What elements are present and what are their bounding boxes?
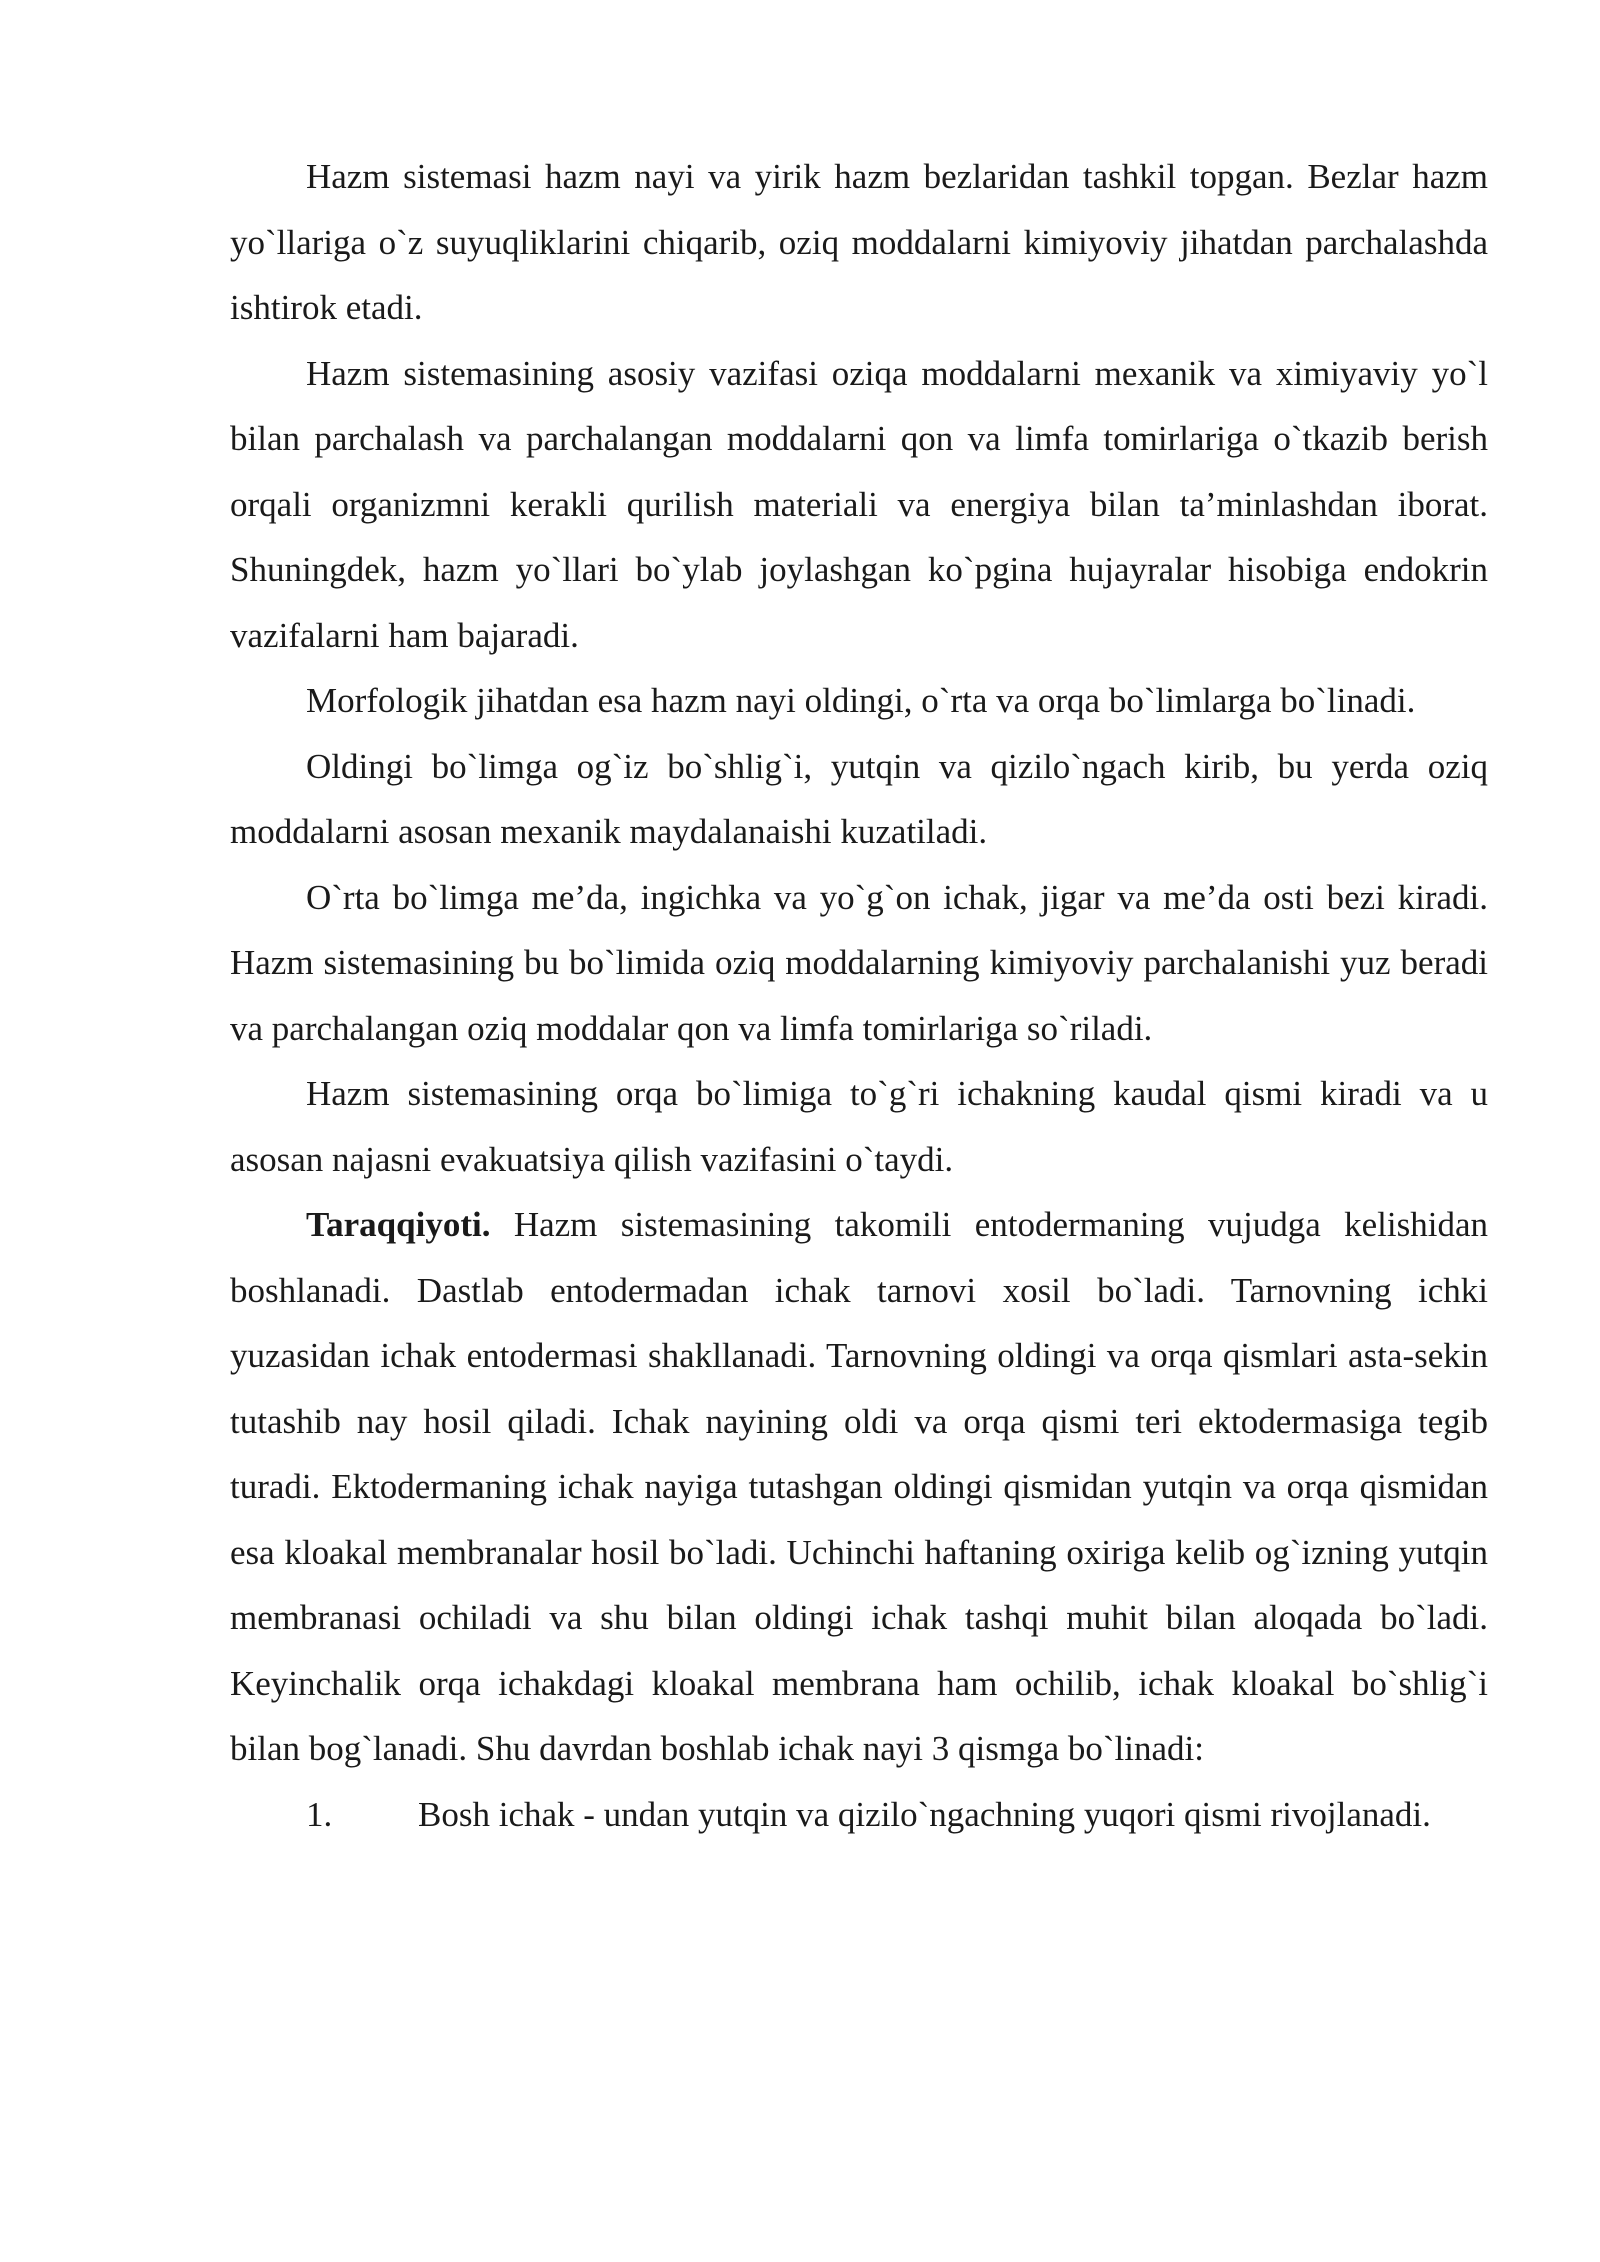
list-item-1 (230, 1782, 1488, 1848)
paragraph-4: Oldingi bo`limga og`iz bo`shlig`i, yutqin va qizilo`ngach kirib, bu yerda oziq moddalarni asosan mexanik maydalanaishi kuzatiladi. (230, 746, 1488, 851)
paragraph-7 (230, 1192, 1488, 1782)
paragraph-1: Hazm sistemasi hazm nayi va yirik hazm bezlaridan tashkil topgan. Bezlar hazm yo`llariga o`z suyuqliklarini chiqarib, oziq moddalarni kimiyoviy jihatdan parchalashda ishtirok etadi. (230, 157, 1488, 327)
paragraph-5: O`rta bo`limga me’da, ingichka va yo`g`on ichak, jigar va me’da osti bezi kiradi. Hazm sistemasining bu bo`limida oziq moddalarning kimiyoviy parchalanishi yuz beradi va parchalangan oziq moddalar qon va limfa tomirlariga so`riladi. (230, 877, 1488, 1048)
list-item-text: Bosh ichak - undan yutqin va qizilo`ngachning yuqori qismi rivojlanadi. (418, 1794, 1431, 1834)
section-heading-inline: Taraqqiyoti. (306, 1205, 491, 1244)
paragraph-3: Morfologik jihatdan esa hazm nayi oldingi, o`rta va orqa bo`limlarga bo`linadi. (306, 681, 1416, 720)
document-page (230, 144, 1488, 1847)
paragraph-6: Hazm sistemasining orqa bo`limiga to`g`ri ichakning kaudal qismi kiradi va u asosan najasni evakuatsiya qilish vazifasini o`taydi. (230, 1074, 1488, 1179)
paragraph-2: Hazm sistemasining asosiy vazifasi oziqa moddalarni mexanik va ximiyaviy yo`l bilan parchalash va parchalangan moddalarni qon va limfa tomirlariga o`tkazib berish orqali organizmni kerakli qurilish materiali va energiya bilan ta’minlashdan iborat. Shuningdek, hazm yo`llari bo`ylab joylashgan ko`pgina hujayralar hisobiga endokrin vazifalarni ham bajaradi. (230, 353, 1488, 655)
list-item-number: 1. (306, 1794, 333, 1834)
paragraph-7-body: Hazm sistemasining takomili entodermaning vujudga kelishidan boshlanadi. Dastlab entodermadan ichak tarnovi xosil bo`ladi. Tarnovning ichki yuzasidan ichak entodermasi shakllanadi. Tarnovning oldingi va orqa qismlari asta-sekin tutashib nay hosil qiladi. Ichak nayining oldi va orqa qismi teri ektodermasiga tegib turadi. Ektodermaning ichak nayiga tutashgan oldingi qismidan yutqin va orqa qismidan esa kloakal membranalar hosil bo`ladi. Uchinchi haftaning oxiriga kelib og`izning yutqin membranasi ochiladi va shu bilan oldingi ichak tashqi muhit bilan aloqada bo`ladi. Keyinchalik orqa ichakdagi kloakal membrana ham ochilib, ichak kloakal bo`shlig`i bilan bog`lanadi. Shu davrdan boshlab ichak nayi 3 qismga bo`linadi: (230, 1205, 1488, 1768)
